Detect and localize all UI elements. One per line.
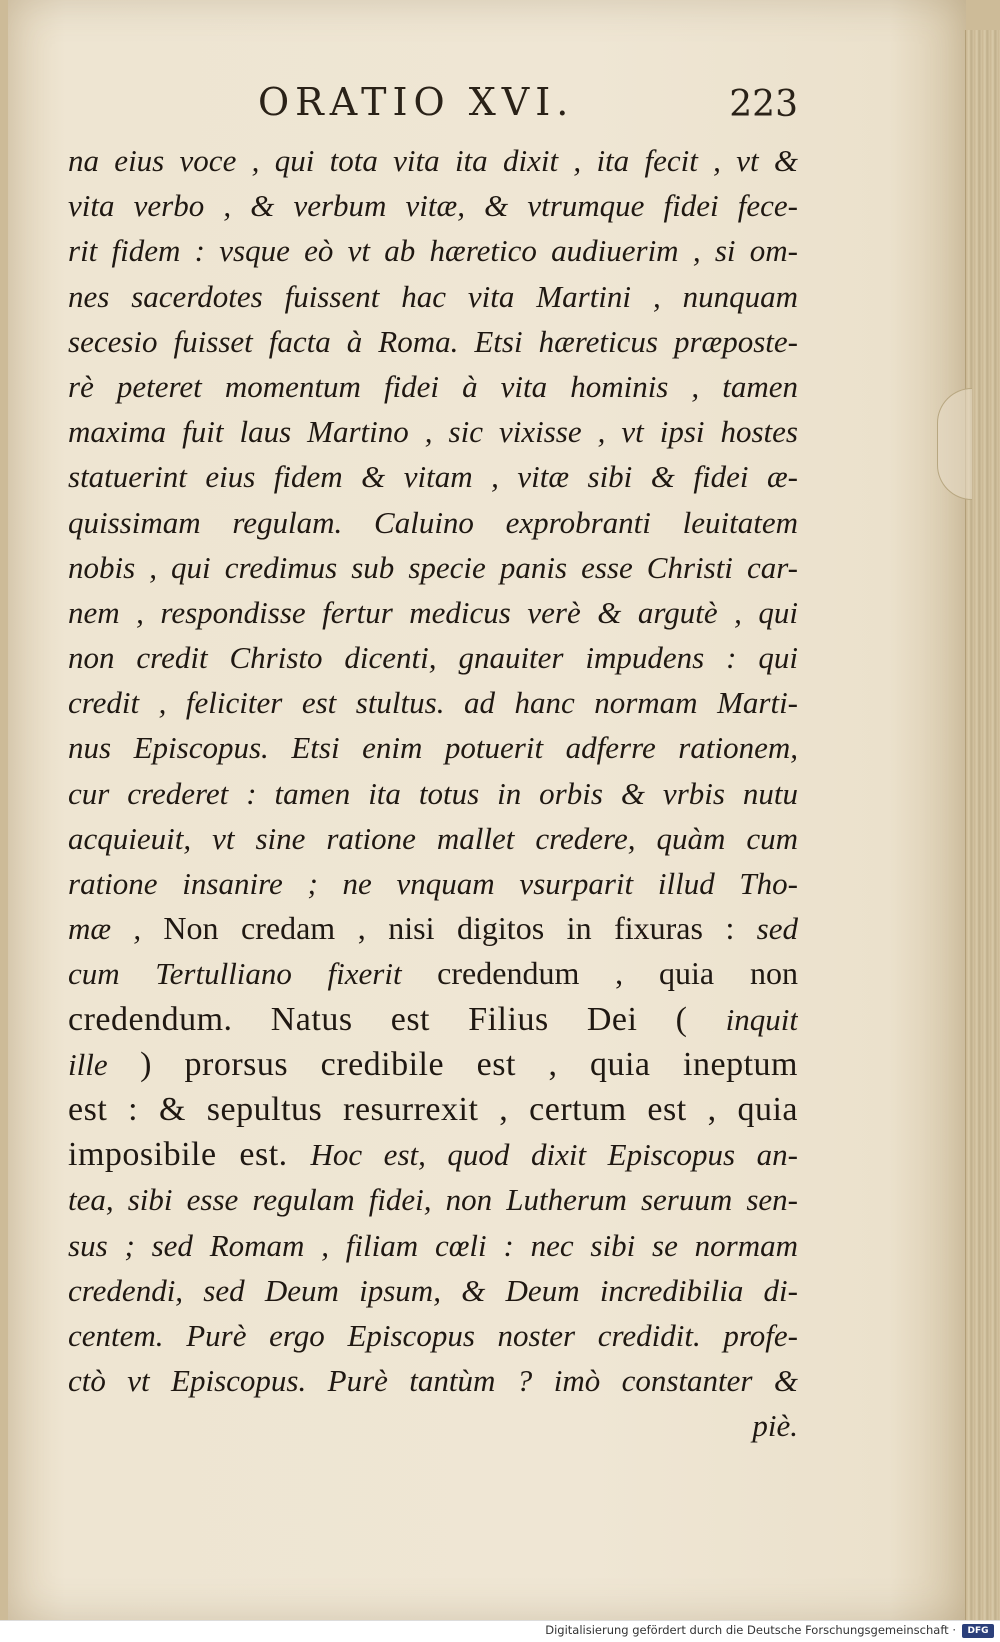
text-line — [68, 1268, 798, 1313]
text-segment: ratione insanire ; ne vnquam vsurparit illud Tho- — [68, 866, 798, 901]
text-segment: credendum , quia non — [437, 955, 798, 992]
text-segment: secesio fuisset facta à Roma. Etsi hæreticus præposte- — [68, 323, 798, 359]
page-number: 223 — [729, 84, 798, 125]
text-segment: Non credam , nisi digitos in fixuras : — [163, 910, 735, 947]
text-line — [68, 500, 798, 545]
text-line — [68, 409, 798, 454]
text-segment: inquit — [725, 1001, 798, 1037]
text-line — [68, 635, 798, 680]
text-segment: non credit Christo dicenti, gnauiter impudens : qui — [68, 640, 798, 676]
text-segment: maxima fuit laus Martino , sic vixisse , vt ipsi hostes — [68, 414, 798, 450]
text-segment: nem , respondisse fertur medicus verè & argutè , qui — [68, 594, 798, 630]
text-line — [68, 1358, 798, 1403]
text-segment: mæ , — [68, 911, 164, 947]
text-line — [68, 319, 798, 364]
text-segment: quissimam regulam. Caluino exprobranti leuitatem — [68, 504, 798, 540]
text-line — [68, 1313, 798, 1358]
text-line — [68, 1223, 798, 1268]
text-line — [68, 680, 798, 725]
text-segment: ) prorsus credibile est , quia ineptum — [107, 1045, 798, 1083]
page-fore-edge — [965, 30, 1000, 1620]
text-line — [68, 590, 798, 635]
text-line — [68, 454, 798, 499]
running-head: ORATIO XVI. — [258, 80, 575, 124]
text-line — [68, 138, 798, 183]
text-line — [68, 725, 798, 770]
text-line — [68, 1403, 798, 1448]
text-segment: nobis , qui credimus sub specie panis esse Christi car- — [68, 549, 798, 585]
footer-credit: Digitalisierung gefördert durch die Deutsche Forschungsgemeinschaft · — [545, 1623, 956, 1637]
text-segment: centem. Purè ergo Episcopus noster credidit. profe- — [68, 1317, 798, 1353]
text-line — [68, 816, 798, 861]
text-segment: acquieuit, vt sine ratione mallet credere, quàm cum — [68, 820, 798, 856]
text-line — [68, 1042, 798, 1087]
text-segment: Hoc est, quod dixit Episcopus an- — [310, 1137, 798, 1173]
text-segment: statuerint eius fidem & vitam , vitæ sibi & fidei æ- — [68, 459, 798, 495]
text-segment: credendum. Natus est Filius Dei ( — [68, 1000, 726, 1038]
text-line — [68, 1087, 798, 1132]
digitization-footer — [0, 1620, 1000, 1642]
text-line — [68, 364, 798, 409]
text-segment: ctò vt Episcopus. Purè tantùm ? imò constanter & — [68, 1363, 798, 1399]
text-line — [68, 545, 798, 590]
text-segment: vita verbo , & verbum vitæ, & vtrumque fidei fece- — [68, 188, 798, 224]
text-line — [68, 1177, 798, 1222]
text-segment: sed — [734, 911, 798, 947]
text-segment: nes sacerdotes fuissent hac vita Martini , nunquam — [68, 278, 798, 314]
text-segment: rè peteret momentum fidei à vita hominis , tamen — [68, 368, 798, 404]
text-line — [68, 274, 798, 319]
text-segment: sus ; sed Romam , filiam cœli : nec sibi se normam — [68, 1227, 798, 1263]
page-tab-mark — [937, 388, 972, 500]
text-line — [68, 771, 798, 816]
text-segment: na eius voce , qui tota vita ita dixit , ita fecit , vt & — [68, 143, 798, 178]
text-segment: cum Tertulliano fixerit — [68, 956, 438, 992]
text-line — [68, 861, 798, 906]
text-segment: est : & sepultus resurrexit , certum est , quia — [68, 1090, 798, 1128]
text-segment: ille — [68, 1046, 108, 1082]
text-line — [68, 951, 798, 996]
text-segment: piè. — [752, 1408, 798, 1444]
body-text — [68, 138, 798, 1448]
text-line — [68, 1132, 798, 1177]
text-line — [68, 906, 798, 951]
text-segment: rit fidem : vsque eò vt ab hæretico audiuerim , si om- — [68, 233, 798, 269]
text-line — [68, 183, 798, 228]
text-line — [68, 997, 798, 1042]
text-line — [68, 228, 798, 273]
text-segment: tea, sibi esse regulam fidei, non Lutherum seruum sen- — [68, 1182, 798, 1218]
text-segment: cur crederet : tamen ita totus in orbis & vrbis nutu — [68, 775, 798, 811]
text-segment: nus Episcopus. Etsi enim potuerit adferre rationem, — [68, 730, 798, 766]
text-segment: credit , feliciter est stultus. ad hanc normam Marti- — [68, 685, 798, 721]
dfg-logo-icon: DFG — [962, 1624, 994, 1638]
text-segment: credendi, sed Deum ipsum, & Deum incredibilia di- — [68, 1272, 798, 1308]
book-page — [8, 0, 966, 1620]
page-header — [68, 80, 798, 130]
text-segment: imposibile est. — [68, 1136, 311, 1174]
